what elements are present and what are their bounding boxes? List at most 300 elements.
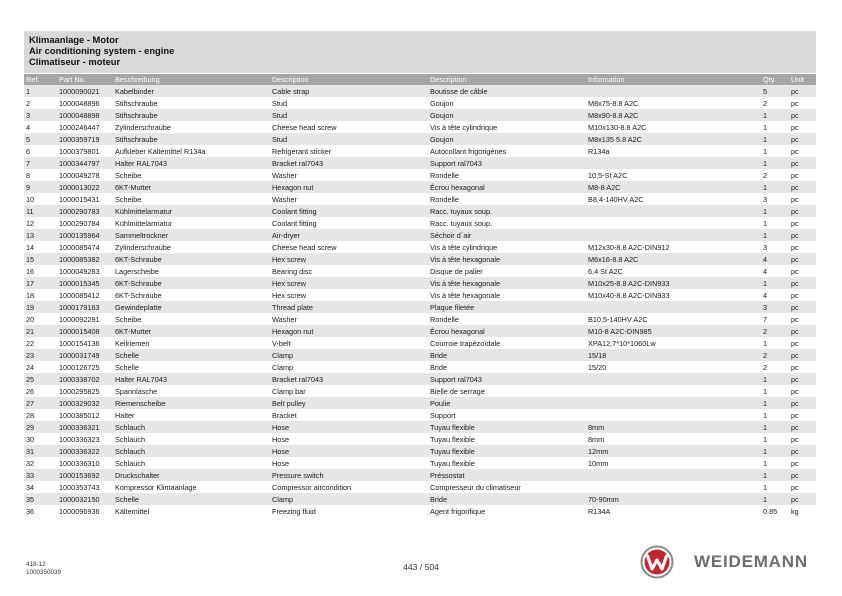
col-description-en: Description xyxy=(270,74,428,85)
cell-ref: 12 xyxy=(24,217,57,229)
cell-part-no: 1000049278 xyxy=(57,169,113,181)
cell-part-no: 1000154136 xyxy=(57,337,113,349)
cell-information: B10,5-140HV A2C xyxy=(586,313,761,325)
cell-beschreibung: Kältemittel xyxy=(113,505,270,517)
table-row xyxy=(24,133,816,145)
cell-qty: 1 xyxy=(761,121,789,133)
cell-information xyxy=(586,481,761,493)
cell-part-no: 1000015431 xyxy=(57,193,113,205)
cell-part-no: 1000015345 xyxy=(57,277,113,289)
cell-information xyxy=(586,157,761,169)
cell-description-fr: Agent frigorifique xyxy=(428,505,586,517)
cell-part-no: 1000085474 xyxy=(57,241,113,253)
cell-information xyxy=(586,217,761,229)
cell-beschreibung: Schelle xyxy=(113,493,270,505)
cell-part-no: 1000048896 xyxy=(57,97,113,109)
cell-description-fr: Plaque filetée xyxy=(428,301,586,313)
cell-information: M12x30-8.8 A2C-DIN912 xyxy=(586,241,761,253)
cell-description-en: Stud xyxy=(270,97,428,109)
cell-description-fr: Goujon xyxy=(428,97,586,109)
cell-qty: 2 xyxy=(761,361,789,373)
table-row xyxy=(24,253,816,265)
cell-beschreibung: Schelle xyxy=(113,349,270,361)
cell-qty: 1 xyxy=(761,229,789,241)
cell-description-fr: Racc. tuyaux soup. xyxy=(428,205,586,217)
cell-description-en: Stud xyxy=(270,133,428,145)
cell-part-no: 1000246447 xyxy=(57,121,113,133)
cell-qty: 1 xyxy=(761,493,789,505)
cell-beschreibung: 6KT-Schraube xyxy=(113,253,270,265)
table-row xyxy=(24,469,816,481)
cell-description-fr: Goujon xyxy=(428,133,586,145)
cell-beschreibung: 6KT-Mutter xyxy=(113,325,270,337)
cell-description-en: Thread plate xyxy=(270,301,428,313)
col-unit: Unit xyxy=(789,74,816,85)
table-row xyxy=(24,457,816,469)
cell-information: 70-90mm xyxy=(586,493,761,505)
cell-part-no: 1000290784 xyxy=(57,217,113,229)
cell-unit: pc xyxy=(789,241,816,253)
cell-ref: 24 xyxy=(24,361,57,373)
cell-unit: pc xyxy=(789,253,816,265)
cell-description-en: Clamp xyxy=(270,493,428,505)
cell-description-en: Cheese head screw xyxy=(270,241,428,253)
table-row xyxy=(24,361,816,373)
cell-qty: 1 xyxy=(761,481,789,493)
cell-part-no: 1000096936 xyxy=(57,505,113,517)
cell-qty: 2 xyxy=(761,349,789,361)
cell-description-fr: Racc. tuyaux soup. xyxy=(428,217,586,229)
cell-beschreibung: Sammeltrockner xyxy=(113,229,270,241)
cell-beschreibung: Stiftschraube xyxy=(113,109,270,121)
table-row xyxy=(24,169,816,181)
cell-ref: 29 xyxy=(24,421,57,433)
cell-information xyxy=(586,301,761,313)
cell-ref: 35 xyxy=(24,493,57,505)
cell-part-no: 1000336321 xyxy=(57,421,113,433)
cell-information: 15/20 xyxy=(586,361,761,373)
cell-ref: 17 xyxy=(24,277,57,289)
cell-information: M6x16-8.8 A2C xyxy=(586,253,761,265)
cell-qty: 1 xyxy=(761,385,789,397)
cell-unit: pc xyxy=(789,313,816,325)
cell-qty: 4 xyxy=(761,289,789,301)
table-row xyxy=(24,493,816,505)
cell-description-en: Compressor aircondition xyxy=(270,481,428,493)
title-french: Climatiseur - moteur xyxy=(29,56,121,67)
cell-information: R134a xyxy=(586,145,761,157)
cell-beschreibung: Scheibe xyxy=(113,169,270,181)
col-part-no: Part No. xyxy=(57,74,113,85)
cell-ref: 22 xyxy=(24,337,57,349)
cell-beschreibung: Schelle xyxy=(113,361,270,373)
cell-description-en: Cheese head screw xyxy=(270,121,428,133)
cell-qty: 1 xyxy=(761,181,789,193)
cell-part-no: 1000085412 xyxy=(57,289,113,301)
cell-description-fr: Bride xyxy=(428,493,586,505)
cell-information: M8-8 A2C xyxy=(586,181,761,193)
cell-qty: 1 xyxy=(761,397,789,409)
table-row xyxy=(24,409,816,421)
cell-unit: pc xyxy=(789,337,816,349)
cell-ref: 31 xyxy=(24,445,57,457)
weidemann-w-logo-icon xyxy=(640,545,674,579)
cell-description-fr: Disque de palier xyxy=(428,265,586,277)
cell-unit: pc xyxy=(789,385,816,397)
cell-information xyxy=(586,229,761,241)
cell-unit: pc xyxy=(789,361,816,373)
cell-unit: pc xyxy=(789,181,816,193)
cell-unit: pc xyxy=(789,157,816,169)
cell-description-en: V-belt xyxy=(270,337,428,349)
cell-qty: 1 xyxy=(761,421,789,433)
cell-description-fr: Rondelle xyxy=(428,193,586,205)
cell-information xyxy=(586,373,761,385)
cell-beschreibung: Gewindeplatte xyxy=(113,301,270,313)
cell-unit: pc xyxy=(789,349,816,361)
cell-part-no: 1000090021 xyxy=(57,85,113,97)
cell-description-en: Washer xyxy=(270,313,428,325)
cell-description-fr: Écrou hexagonal xyxy=(428,181,586,193)
cell-unit: pc xyxy=(789,193,816,205)
cell-ref: 27 xyxy=(24,397,57,409)
cell-unit: pc xyxy=(789,169,816,181)
cell-part-no: 1000379801 xyxy=(57,145,113,157)
cell-ref: 33 xyxy=(24,469,57,481)
cell-unit: kg xyxy=(789,505,816,517)
cell-beschreibung: Scheibe xyxy=(113,193,270,205)
cell-qty: 1 xyxy=(761,205,789,217)
cell-qty: 0.85 xyxy=(761,505,789,517)
cell-part-no: 1000135964 xyxy=(57,229,113,241)
cell-beschreibung: Stiftschraube xyxy=(113,133,270,145)
cell-description-fr: Vis à tête cylindrique xyxy=(428,121,586,133)
cell-part-no: 1000032150 xyxy=(57,493,113,505)
cell-information xyxy=(586,85,761,97)
page-number: 443 / 504 xyxy=(403,562,439,572)
cell-description-en: Hexagon nut xyxy=(270,181,428,193)
cell-unit: pc xyxy=(789,445,816,457)
table-row xyxy=(24,229,816,241)
cell-description-en: Clamp bar xyxy=(270,385,428,397)
cell-description-fr: Boutisse de câble xyxy=(428,85,586,97)
cell-information: 10,5-St A2C xyxy=(586,169,761,181)
cell-ref: 1 xyxy=(24,85,57,97)
page-header xyxy=(24,31,816,73)
cell-beschreibung: Schlauch xyxy=(113,457,270,469)
cell-ref: 18 xyxy=(24,289,57,301)
title-english: Air conditioning system - engine xyxy=(29,45,175,56)
cell-unit: pc xyxy=(789,97,816,109)
cell-beschreibung: 6KT-Schraube xyxy=(113,277,270,289)
cell-description-fr: Vis à tête hexagonale xyxy=(428,277,586,289)
table-row xyxy=(24,325,816,337)
cell-beschreibung: Schlauch xyxy=(113,433,270,445)
cell-beschreibung: 6KT-Schraube xyxy=(113,289,270,301)
cell-description-fr: Goujon xyxy=(428,109,586,121)
cell-ref: 25 xyxy=(24,373,57,385)
cell-part-no: 1000336322 xyxy=(57,445,113,457)
cell-description-en: Freezing fluid xyxy=(270,505,428,517)
cell-beschreibung: Kühlmittelarmatur xyxy=(113,217,270,229)
cell-information: 8mm xyxy=(586,433,761,445)
cell-description-en: Clamp xyxy=(270,361,428,373)
title-german: Klimaanlage - Motor xyxy=(29,34,119,45)
cell-unit: pc xyxy=(789,301,816,313)
cell-description-fr: Rondelle xyxy=(428,313,586,325)
cell-ref: 2 xyxy=(24,97,57,109)
cell-ref: 28 xyxy=(24,409,57,421)
cell-description-fr: Vis à tête cylindrique xyxy=(428,241,586,253)
cell-description-en: Hex screw xyxy=(270,289,428,301)
cell-ref: 11 xyxy=(24,205,57,217)
cell-description-en: Coolant fitting xyxy=(270,205,428,217)
cell-part-no: 1000085382 xyxy=(57,253,113,265)
cell-unit: pc xyxy=(789,145,816,157)
cell-qty: 3 xyxy=(761,301,789,313)
cell-qty: 2 xyxy=(761,97,789,109)
cell-qty: 1 xyxy=(761,145,789,157)
cell-qty: 1 xyxy=(761,217,789,229)
col-ref: Ref. xyxy=(24,74,57,85)
cell-qty: 1 xyxy=(761,373,789,385)
cell-description-en: Refrigerant sticker xyxy=(270,145,428,157)
cell-part-no: 1000013022 xyxy=(57,181,113,193)
table-row xyxy=(24,109,816,121)
table-row xyxy=(24,181,816,193)
cell-unit: pc xyxy=(789,481,816,493)
cell-part-no: 1000126725 xyxy=(57,361,113,373)
cell-information: M10x40-8.8 A2C-DIN933 xyxy=(586,289,761,301)
cell-description-en: Pressure switch xyxy=(270,469,428,481)
cell-description-en: Clamp xyxy=(270,349,428,361)
cell-beschreibung: Kompressor Klimaanlage xyxy=(113,481,270,493)
cell-qty: 5 xyxy=(761,85,789,97)
cell-description-fr: Séchoir d´air xyxy=(428,229,586,241)
cell-unit: pc xyxy=(789,217,816,229)
cell-description-en: Washer xyxy=(270,193,428,205)
cell-description-fr: Bride xyxy=(428,349,586,361)
cell-description-fr: Support xyxy=(428,409,586,421)
cell-beschreibung: Schlauch xyxy=(113,445,270,457)
cell-unit: pc xyxy=(789,289,816,301)
table-row xyxy=(24,433,816,445)
cell-ref: 30 xyxy=(24,433,57,445)
table-row xyxy=(24,193,816,205)
cell-beschreibung: Riemenscheibe xyxy=(113,397,270,409)
cell-description-fr: Autocollant frigorigènes xyxy=(428,145,586,157)
cell-information: 12mm xyxy=(586,445,761,457)
cell-information: 15/18 xyxy=(586,349,761,361)
cell-description-en: Coolant fitting xyxy=(270,217,428,229)
cell-description-en: Air-dryer xyxy=(270,229,428,241)
cell-unit: pc xyxy=(789,325,816,337)
table-row xyxy=(24,337,816,349)
table-row xyxy=(24,241,816,253)
cell-ref: 16 xyxy=(24,265,57,277)
parts-table xyxy=(24,74,816,517)
cell-beschreibung: Aufkleber Kältemittel R134a xyxy=(113,145,270,157)
cell-information: XPA12,7*10*1060Lw xyxy=(586,337,761,349)
cell-ref: 36 xyxy=(24,505,57,517)
cell-ref: 4 xyxy=(24,121,57,133)
cell-part-no: 1000049283 xyxy=(57,265,113,277)
cell-description-fr: Préssostat xyxy=(428,469,586,481)
cell-description-fr: Compresseur du climatiseur xyxy=(428,481,586,493)
cell-description-en: Washer xyxy=(270,169,428,181)
cell-qty: 1 xyxy=(761,469,789,481)
cell-description-en: Hose xyxy=(270,457,428,469)
cell-part-no: 1000338702 xyxy=(57,373,113,385)
cell-beschreibung: Keilriemen xyxy=(113,337,270,349)
cell-description-en: Cable strap xyxy=(270,85,428,97)
cell-part-no: 1000385012 xyxy=(57,409,113,421)
cell-unit: pc xyxy=(789,421,816,433)
cell-description-fr: Tuyau flexible xyxy=(428,457,586,469)
col-description-fr: Description xyxy=(428,74,586,85)
cell-qty: 1 xyxy=(761,337,789,349)
cell-ref: 32 xyxy=(24,457,57,469)
cell-beschreibung: Spannlasche xyxy=(113,385,270,397)
cell-ref: 26 xyxy=(24,385,57,397)
cell-description-fr: Tuyau flexible xyxy=(428,433,586,445)
table-row xyxy=(24,121,816,133)
cell-qty: 7 xyxy=(761,313,789,325)
cell-part-no: 1000336310 xyxy=(57,457,113,469)
cell-unit: pc xyxy=(789,373,816,385)
cell-description-en: Bracket xyxy=(270,409,428,421)
cell-qty: 2 xyxy=(761,325,789,337)
cell-information: M8x75-8.8 A2C xyxy=(586,97,761,109)
cell-information: 8mm xyxy=(586,421,761,433)
cell-part-no: 1000015408 xyxy=(57,325,113,337)
cell-unit: pc xyxy=(789,133,816,145)
table-row xyxy=(24,85,816,97)
cell-unit: pc xyxy=(789,397,816,409)
cell-description-en: Hex screw xyxy=(270,277,428,289)
cell-unit: pc xyxy=(789,109,816,121)
cell-unit: pc xyxy=(789,85,816,97)
table-row xyxy=(24,265,816,277)
cell-description-fr: Vis à tête hexagonale xyxy=(428,289,586,301)
cell-qty: 4 xyxy=(761,265,789,277)
parts-table-body xyxy=(24,85,816,517)
cell-information xyxy=(586,397,761,409)
cell-description-fr: Support ral7043 xyxy=(428,157,586,169)
cell-beschreibung: Stiftschraube xyxy=(113,97,270,109)
cell-ref: 23 xyxy=(24,349,57,361)
cell-beschreibung: Schlauch xyxy=(113,421,270,433)
cell-description-en: Belt pulley xyxy=(270,397,428,409)
cell-ref: 34 xyxy=(24,481,57,493)
cell-unit: pc xyxy=(789,265,816,277)
cell-information: M8x135 5.8 A2C xyxy=(586,133,761,145)
cell-description-en: Stud xyxy=(270,109,428,121)
cell-description-en: Bracket ral7043 xyxy=(270,157,428,169)
cell-information: M10x130-8.8 A2C xyxy=(586,121,761,133)
cell-beschreibung: Zylinderschraube xyxy=(113,121,270,133)
cell-qty: 3 xyxy=(761,193,789,205)
cell-information xyxy=(586,205,761,217)
cell-qty: 1 xyxy=(761,133,789,145)
cell-part-no: 1000353743 xyxy=(57,481,113,493)
cell-unit: pc xyxy=(789,493,816,505)
cell-part-no: 1000290783 xyxy=(57,205,113,217)
cell-ref: 6 xyxy=(24,145,57,157)
table-row xyxy=(24,505,816,517)
cell-description-en: Hose xyxy=(270,445,428,457)
cell-qty: 4 xyxy=(761,253,789,265)
cell-unit: pc xyxy=(789,469,816,481)
cell-ref: 19 xyxy=(24,301,57,313)
table-row xyxy=(24,481,816,493)
cell-qty: 1 xyxy=(761,109,789,121)
cell-description-fr: Bride xyxy=(428,361,586,373)
cell-part-no: 1000336323 xyxy=(57,433,113,445)
cell-unit: pc xyxy=(789,229,816,241)
cell-information: 10mm xyxy=(586,457,761,469)
cell-ref: 15 xyxy=(24,253,57,265)
cell-description-fr: Support ral7043 xyxy=(428,373,586,385)
table-row xyxy=(24,97,816,109)
cell-unit: pc xyxy=(789,205,816,217)
cell-information xyxy=(586,409,761,421)
cell-ref: 13 xyxy=(24,229,57,241)
cell-qty: 1 xyxy=(761,409,789,421)
cell-beschreibung: Halter RAL7043 xyxy=(113,373,270,385)
cell-qty: 1 xyxy=(761,433,789,445)
cell-information xyxy=(586,385,761,397)
cell-description-fr: Poulie xyxy=(428,397,586,409)
table-row xyxy=(24,301,816,313)
cell-qty: 1 xyxy=(761,277,789,289)
table-row xyxy=(24,385,816,397)
cell-part-no: 1000359719 xyxy=(57,133,113,145)
cell-ref: 14 xyxy=(24,241,57,253)
cell-information: R134A xyxy=(586,505,761,517)
col-qty: Qty. xyxy=(761,74,789,85)
col-beschreibung: Beschreibung xyxy=(113,74,270,85)
cell-description-fr: Rondelle xyxy=(428,169,586,181)
doc-code: 418-12 xyxy=(26,561,46,568)
table-row xyxy=(24,217,816,229)
cell-description-fr: Tuyau flexible xyxy=(428,421,586,433)
cell-description-en: Bearing disc xyxy=(270,265,428,277)
cell-beschreibung: 6KT-Mutter xyxy=(113,181,270,193)
cell-information: B8,4-140HV A2C xyxy=(586,193,761,205)
cell-beschreibung: Druckschalter xyxy=(113,469,270,481)
cell-ref: 21 xyxy=(24,325,57,337)
cell-part-no: 1000179163 xyxy=(57,301,113,313)
cell-description-en: Hose xyxy=(270,421,428,433)
table-row xyxy=(24,145,816,157)
cell-beschreibung: Lagerscheibe xyxy=(113,265,270,277)
cell-unit: pc xyxy=(789,121,816,133)
cell-beschreibung: Halter xyxy=(113,409,270,421)
cell-beschreibung: Scheibe xyxy=(113,313,270,325)
cell-ref: 7 xyxy=(24,157,57,169)
cell-part-no: 1000048898 xyxy=(57,109,113,121)
cell-qty: 1 xyxy=(761,445,789,457)
cell-qty: 3 xyxy=(761,241,789,253)
table-row xyxy=(24,277,816,289)
table-row xyxy=(24,421,816,433)
table-row xyxy=(24,157,816,169)
table-row xyxy=(24,313,816,325)
cell-part-no: 1000295825 xyxy=(57,385,113,397)
cell-qty: 2 xyxy=(761,169,789,181)
cell-description-fr: Tuyau flexible xyxy=(428,445,586,457)
